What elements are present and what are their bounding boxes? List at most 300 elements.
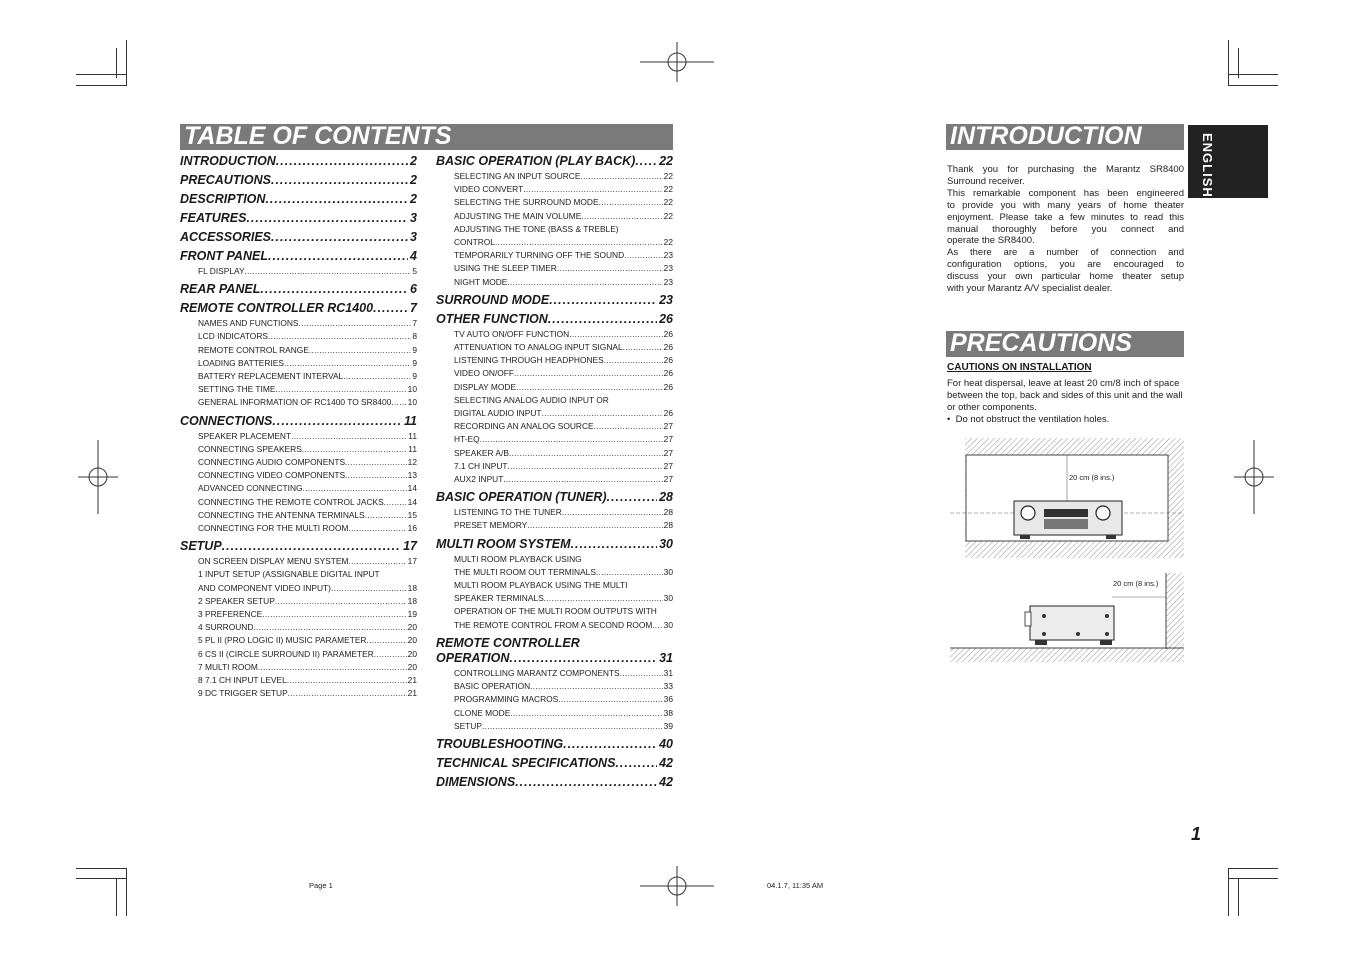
toc-section	[180, 192, 417, 207]
toc-entry-title: SPEAKER PLACEMENT	[198, 430, 292, 441]
toc-entry-page: 8	[412, 331, 417, 342]
toc-leader-dots	[544, 592, 663, 605]
toc-entry-title: CONNECTING VIDEO COMPONENTS	[198, 470, 346, 481]
toc-leader-dots	[530, 680, 663, 693]
toc-subentry	[436, 619, 673, 632]
toc-entry-page: 4	[410, 249, 417, 263]
toc-section	[180, 154, 417, 169]
toc-subentry	[180, 443, 417, 456]
toc-subentry	[436, 680, 673, 693]
toc-entry-page: 5	[412, 266, 417, 276]
toc-subentry	[180, 661, 417, 674]
toc-leader-dots	[299, 317, 412, 330]
toc-entry-title: 4 SURROUND	[198, 622, 254, 633]
introduction-line: discuss your own particular home theater setup	[947, 271, 1184, 283]
toc-subentry	[180, 674, 417, 687]
toc-entry-title: SPEAKER TERMINALS	[454, 593, 544, 604]
toc-entry-page: 20	[407, 648, 417, 659]
toc-section	[436, 636, 673, 666]
toc-leader-dots	[624, 249, 663, 262]
toc-section-title-line2	[436, 651, 673, 666]
toc-subentry	[436, 367, 673, 380]
toc-subentry-line1: 1 INPUT SETUP (ASSIGNABLE DIGITAL INPUT	[198, 569, 380, 580]
toc-section	[180, 173, 417, 188]
toc-leader-dots	[516, 381, 663, 394]
toc-subentry-line1: ADJUSTING THE TONE (BASS & TREBLE)	[454, 223, 619, 234]
toc-leader-dots	[562, 506, 663, 519]
toc-entry-page: 36	[663, 694, 673, 705]
toc-subentry	[436, 407, 673, 420]
toc-entry-page: 22	[663, 171, 673, 181]
toc-entry-page: 7	[410, 301, 417, 316]
toc-entry-title: VIDEO CONVERT	[454, 184, 524, 195]
toc-entry-title: REMOTE CONTROLLER RC1400	[180, 301, 374, 316]
toc-entry-page: 15	[407, 509, 417, 520]
toc-subentry	[436, 592, 673, 605]
toc-entry-title: TROUBLESHOOTING	[436, 736, 564, 751]
toc-entry-page: 38	[663, 707, 673, 718]
toc-leader-dots	[345, 469, 407, 482]
toc-leader-dots	[655, 619, 663, 632]
toc-entry-title: RECORDING AN ANALOG SOURCE	[454, 421, 594, 432]
toc-leader-dots	[509, 447, 663, 460]
toc-leader-dots	[291, 430, 407, 443]
toc-leader-dots	[558, 693, 662, 706]
introduction-line: As there are a number of connection and	[947, 247, 1184, 259]
toc-section	[436, 490, 673, 505]
language-tab	[1188, 125, 1268, 198]
toc-leader-dots	[276, 154, 408, 169]
toc-entry-page: 22	[663, 197, 673, 208]
registration-target-right	[1234, 440, 1274, 514]
toc-leader-dots	[510, 707, 662, 720]
toc-subentry-line1: MULTI ROOM PLAYBACK USING	[454, 553, 582, 564]
toc-section	[180, 282, 417, 297]
toc-subentry	[180, 608, 417, 621]
toc-leader-dots	[391, 396, 406, 409]
toc-entry-title: SELECTING AN INPUT SOURCE	[454, 171, 581, 181]
toc-entry-page: 18	[407, 582, 417, 593]
toc-leader-dots	[268, 249, 408, 264]
toc-entry-title: SETUP	[180, 539, 222, 554]
toc-leader-dots	[594, 420, 663, 433]
toc-entry-title: CONTROL	[454, 237, 495, 248]
toc-leader-dots	[309, 344, 411, 357]
toc-section	[436, 737, 673, 752]
introduction-line: enjoyment. Please take a few minutes to read this	[947, 211, 1184, 223]
toc-leader-dots	[604, 354, 663, 367]
toc-entry-title: SPEAKER A/B	[454, 447, 509, 458]
toc-entry-title: ATTENUATION TO ANALOG INPUT SIGNAL	[454, 342, 623, 353]
toc-entry-page: 19	[407, 609, 417, 620]
toc-section	[180, 539, 417, 554]
toc-leader-dots	[365, 509, 407, 522]
toc-subentry	[436, 381, 673, 394]
toc-leader-dots	[548, 312, 657, 327]
toc-leader-dots	[253, 621, 406, 634]
toc-leader-dots	[527, 519, 662, 532]
toc-subentry	[436, 707, 673, 720]
toc-leader-dots	[288, 687, 407, 700]
toc-entry-page: 2	[410, 154, 417, 168]
toc-leader-dots	[515, 775, 657, 790]
toc-entry-page: 17	[407, 556, 417, 567]
toc-section	[180, 301, 417, 316]
toc-entry-title: CONTROLLING MARANTZ COMPONENTS	[454, 667, 620, 678]
toc-leader-dots	[331, 582, 407, 595]
toc-leader-dots	[563, 737, 657, 752]
toc-entry-title: PRESET MEMORY	[454, 520, 528, 531]
toc-entry-title: INTRODUCTION	[180, 154, 276, 168]
toc-entry-title: OTHER FUNCTION	[436, 311, 548, 326]
toc-subentry	[436, 506, 673, 519]
toc-leader-dots	[348, 522, 406, 535]
toc-entry-title: AUX2 INPUT	[454, 474, 504, 485]
toc-column-right	[436, 150, 673, 791]
toc-subentry	[180, 456, 417, 469]
toc-entry-title: BASIC OPERATION	[454, 681, 531, 692]
toc-entry-title: 9 DC TRIGGER SETUP	[198, 688, 288, 699]
toc-entry-page: 17	[403, 539, 417, 554]
language-tab-label: ENGLISH	[1200, 133, 1215, 198]
toc-entry-title: USING THE SLEEP TIMER	[454, 263, 557, 274]
toc-entry-title: LOADING BATTERIES	[198, 357, 284, 368]
toc-entry-page: 26	[663, 408, 673, 419]
toc-entry-page: 27	[663, 460, 673, 471]
toc-entry-title: 6 CS II (CIRCLE SURROUND II) PARAMETER	[198, 648, 374, 659]
toc-leader-dots	[246, 211, 408, 226]
toc-entry-title: LISTENING THROUGH HEADPHONES	[454, 355, 604, 366]
toc-leader-dots	[258, 661, 407, 674]
toc-entry-page: 40	[659, 736, 673, 751]
toc-subentry	[436, 519, 673, 532]
toc-entry-page: 20	[407, 622, 417, 633]
toc-entry-title: AND COMPONENT VIDEO INPUT)	[198, 582, 331, 593]
toc-entry-page: 11	[408, 443, 417, 454]
introduction-heading: INTRODUCTION	[946, 124, 1184, 150]
toc-subentry	[436, 720, 673, 733]
toc-subentry	[180, 317, 417, 330]
bullet-icon: •	[947, 414, 956, 425]
toc-leader-dots	[245, 265, 412, 278]
precautions-bullet	[947, 414, 1184, 426]
toc-entry-title: NAMES AND FUNCTIONS	[198, 318, 299, 329]
toc-entry-title: 2 SPEAKER SETUP	[198, 595, 275, 606]
toc-leader-dots	[514, 367, 663, 380]
introduction-line: Thank you for purchasing the Marantz SR8400	[947, 164, 1184, 175]
footer-timestamp: 04.1.7, 11:35 AM	[767, 881, 824, 890]
toc-entry-title: VIDEO ON/OFF	[454, 368, 515, 379]
precautions-heading: PRECAUTIONS	[946, 331, 1184, 357]
toc-leader-dots	[222, 539, 401, 554]
toc-entry-title: FRONT PANEL	[180, 249, 268, 263]
introduction-line: to provide you with many years of home theater	[947, 199, 1184, 211]
toc-leader-dots	[557, 262, 663, 275]
toc-leader-dots	[373, 301, 408, 316]
toc-entry-title: ACCESSORIES	[180, 230, 271, 244]
toc-subentry	[180, 370, 417, 383]
toc-subentry	[436, 460, 673, 473]
toc-entry-page: 21	[407, 688, 417, 699]
toc-entry-title: PRECAUTIONS	[180, 173, 271, 187]
toc-entry-title: ADJUSTING THE MAIN VOLUME	[454, 210, 582, 221]
toc-leader-dots	[541, 407, 662, 420]
toc-leader-dots	[287, 674, 407, 687]
introduction-line: with your Marantz A/V specialist dealer.	[947, 283, 1113, 295]
introduction-line: Surround receiver.	[947, 175, 1025, 187]
toc-entry-title: DIMENSIONS	[436, 774, 516, 789]
toc-section-title-line1: REMOTE CONTROLLER	[436, 635, 580, 650]
toc-leader-dots	[384, 496, 407, 509]
introduction-line: configuration options, you are encouraged to	[947, 259, 1184, 271]
toc-entry-page: 9	[412, 344, 417, 355]
toc-leader-dots	[482, 720, 663, 733]
toc-subentry	[436, 341, 673, 354]
toc-entry-page: 20	[407, 635, 417, 646]
toc-entry-page: 42	[659, 755, 673, 770]
toc-section	[180, 211, 417, 226]
toc-entry-page: 31	[663, 667, 673, 678]
toc-subentry	[436, 693, 673, 706]
toc-entry-title: 7.1 CH INPUT	[454, 460, 508, 471]
toc-section	[436, 312, 673, 327]
registration-target-bottom	[640, 866, 714, 906]
toc-leader-dots	[284, 357, 411, 370]
toc-subentry	[436, 170, 673, 183]
toc-subentry	[180, 482, 417, 495]
toc-entry-page: 26	[663, 368, 673, 379]
toc-leader-dots	[366, 634, 406, 647]
toc-entry-title: SETTING THE TIME	[198, 384, 276, 395]
toc-subentry	[180, 509, 417, 522]
toc-entry-page: 23	[659, 292, 673, 307]
toc-section	[180, 414, 417, 429]
toc-leader-dots	[569, 328, 662, 341]
toc-entry-title: BASIC OPERATION (PLAY BACK)	[436, 154, 636, 168]
toc-entry-title: DISPLAY MODE	[454, 381, 517, 392]
toc-entry-page: 27	[663, 421, 673, 432]
toc-subentry	[436, 566, 673, 579]
toc-entry-title: DIGITAL AUDIO INPUT	[454, 408, 542, 419]
toc-entry-page: 10	[407, 397, 417, 408]
toc-entry-page: 10	[407, 384, 417, 395]
page-number: 1	[1191, 824, 1202, 844]
toc-entry-page: 27	[663, 474, 673, 485]
toc-entry-page: 2	[410, 173, 417, 187]
toc-entry-page: 42	[659, 774, 673, 789]
registration-target-top	[640, 42, 714, 82]
toc-entry-title: LCD INDICATORS	[198, 331, 268, 342]
toc-entry-page: 28	[663, 520, 673, 531]
toc-leader-dots	[345, 456, 407, 469]
toc-subentry	[180, 469, 417, 482]
toc-entry-page: 30	[663, 566, 673, 577]
toc-leader-dots	[507, 276, 662, 289]
precautions-bullet-text: Do not obstruct the ventilation holes.	[955, 414, 1110, 425]
toc-subentry	[436, 262, 673, 275]
toc-entry-title: CONNECTING THE ANTENNA TERMINALS	[198, 509, 365, 520]
toc-entry-title: CONNECTING FOR THE MULTI ROOM	[198, 523, 349, 534]
toc-entry-title: TV AUTO ON/OFF FUNCTION	[454, 328, 570, 339]
front-clearance-label: 20 cm (8 ins.)	[1069, 473, 1115, 482]
toc-subentry	[180, 648, 417, 661]
toc-leader-dots	[272, 414, 402, 429]
toc-entry-title: CONNECTING THE REMOTE CONTROL JACKS	[198, 496, 384, 507]
toc-section	[180, 249, 417, 264]
toc-entry-page: 22	[659, 154, 673, 168]
toc-leader-dots	[302, 443, 408, 456]
toc-subentry	[180, 430, 417, 443]
toc-entry-page: 30	[663, 619, 673, 630]
toc-entry-title: NIGHT MODE	[454, 276, 508, 287]
toc-entry-page: 14	[407, 483, 417, 494]
toc-entry-title: 8 7.1 CH INPUT LEVEL	[198, 675, 287, 686]
toc-subentry	[436, 667, 673, 680]
toc-entry-page: 39	[663, 720, 673, 731]
toc-leader-dots	[635, 154, 657, 169]
toc-subentry	[436, 183, 673, 196]
toc-entry-title: TECHNICAL SPECIFICATIONS	[436, 755, 616, 770]
toc-subentry	[180, 265, 417, 278]
toc-entry-page: 26	[663, 355, 673, 366]
toc-subentry	[436, 236, 673, 249]
toc-entry-page: 6	[410, 282, 417, 297]
toc-leader-dots	[348, 555, 406, 568]
toc-heading: TABLE OF CONTENTS	[180, 124, 673, 150]
toc-entry-title: ADVANCED CONNECTING	[198, 483, 303, 494]
toc-entry-title: CONNECTING AUDIO COMPONENTS	[198, 457, 346, 468]
toc-leader-dots	[303, 482, 407, 495]
toc-entry-page: 26	[663, 328, 673, 339]
toc-leader-dots	[343, 370, 411, 383]
toc-entry-title: OPERATION	[436, 650, 510, 665]
toc-subentry-line1: SELECTING ANALOG AUDIO INPUT OR	[454, 394, 609, 405]
toc-leader-dots	[580, 170, 662, 183]
toc-entry-page: 22	[663, 210, 673, 221]
toc-entry-page: 3	[410, 211, 417, 225]
toc-subentry	[436, 447, 673, 460]
toc-leader-dots	[275, 383, 406, 396]
toc-entry-page: 18	[407, 595, 417, 606]
toc-entry-page: 27	[663, 434, 673, 445]
introduction-line: manual thoroughly before you connect and	[947, 223, 1184, 235]
toc-subentry	[180, 634, 417, 647]
toc-leader-dots	[509, 651, 657, 666]
toc-section	[436, 537, 673, 552]
toc-entry-page: 12	[407, 457, 417, 468]
toc-subentry	[436, 433, 673, 446]
side-clearance-label: 20 cm (8 ins.)	[1113, 579, 1159, 588]
toc-subentry	[180, 522, 417, 535]
toc-leader-dots	[265, 192, 408, 207]
toc-entry-title: THE MULTI ROOM OUT TERMINALS	[454, 566, 596, 577]
toc-subentry	[436, 354, 673, 367]
toc-subentry	[180, 595, 417, 608]
toc-leader-dots	[523, 183, 662, 196]
toc-subentry	[436, 210, 673, 223]
toc-entry-title: SURROUND MODE	[436, 292, 550, 307]
toc-subentry	[180, 496, 417, 509]
toc-subentry	[180, 687, 417, 700]
toc-subentry	[180, 396, 417, 409]
toc-subentry	[180, 621, 417, 634]
toc-entry-page: 14	[407, 496, 417, 507]
toc-entry-title: REMOTE CONTROL RANGE	[198, 344, 309, 355]
toc-leader-dots	[503, 473, 662, 486]
toc-entry-title: MULTI ROOM SYSTEM	[436, 536, 571, 551]
toc-entry-title: FL DISPLAY	[198, 266, 245, 276]
toc-leader-dots	[271, 230, 408, 245]
toc-leader-dots	[271, 173, 408, 188]
toc-entry-title: SELECTING THE SURROUND MODE	[454, 197, 599, 208]
toc-entry-page: 7	[412, 318, 417, 329]
introduction-line: This remarkable component has been engineered	[947, 187, 1184, 199]
introduction-text	[947, 164, 1184, 295]
toc-section	[180, 230, 417, 245]
footer-page-label: Page 1	[309, 881, 333, 890]
toc-leader-dots	[268, 330, 411, 343]
toc-leader-dots	[607, 490, 657, 505]
toc-leader-dots	[480, 433, 663, 446]
toc-leader-dots	[615, 756, 657, 771]
toc-entry-page: 13	[407, 470, 417, 481]
toc-entry-title: HT-EQ	[454, 434, 480, 445]
toc-leader-dots	[275, 595, 407, 608]
toc-subentry	[436, 276, 673, 289]
toc-entry-page: 3	[410, 230, 417, 244]
toc-subentry	[436, 328, 673, 341]
precautions-subheading: CAUTIONS ON INSTALLATION	[947, 362, 1092, 373]
toc-entry-title: BATTERY REPLACEMENT INTERVAL	[198, 371, 344, 382]
toc-subentry-line1: OPERATION OF THE MULTI ROOM OUTPUTS WITH	[454, 606, 657, 617]
toc-subentry	[180, 582, 417, 595]
toc-entry-title: LISTENING TO THE TUNER	[454, 507, 562, 518]
toc-section	[436, 756, 673, 771]
toc-entry-page: 30	[663, 593, 673, 604]
toc-entry-title: TEMPORARILY TURNING OFF THE SOUND	[454, 250, 625, 261]
toc-entry-page: 11	[408, 430, 417, 441]
toc-leader-dots	[374, 648, 407, 661]
toc-column-left	[180, 150, 417, 700]
toc-subentry	[180, 555, 417, 568]
toc-entry-page: 23	[663, 263, 673, 274]
toc-entry-page: 26	[663, 381, 673, 392]
toc-subentry-line1: MULTI ROOM PLAYBACK USING THE MULTI	[454, 580, 628, 591]
toc-entry-title: PROGRAMMING MACROS	[454, 694, 559, 705]
toc-entry-page: 9	[412, 357, 417, 368]
toc-entry-page: 23	[663, 250, 673, 261]
toc-leader-dots	[260, 282, 408, 297]
toc-entry-page: 31	[659, 650, 673, 665]
toc-subentry	[180, 330, 417, 343]
toc-entry-page: 22	[663, 237, 673, 248]
toc-entry-title: CLONE MODE	[454, 707, 511, 718]
toc-entry-title: 7 MULTI ROOM	[198, 661, 258, 672]
toc-entry-title: THE REMOTE CONTROL FROM A SECOND ROOM.	[454, 619, 655, 630]
toc-entry-page: 9	[412, 371, 417, 382]
toc-entry-page: 21	[407, 675, 417, 686]
toc-section	[436, 154, 673, 169]
toc-section	[436, 293, 673, 308]
toc-leader-dots	[620, 667, 663, 680]
toc-leader-dots	[599, 196, 663, 209]
toc-entry-title: CONNECTING SPEAKERS	[198, 443, 302, 454]
toc-subentry	[436, 420, 673, 433]
toc-entry-title: REAR PANEL	[180, 282, 261, 297]
toc-entry-title: DESCRIPTION	[180, 192, 266, 206]
toc-entry-page: 33	[663, 681, 673, 692]
toc-leader-dots	[549, 293, 657, 308]
